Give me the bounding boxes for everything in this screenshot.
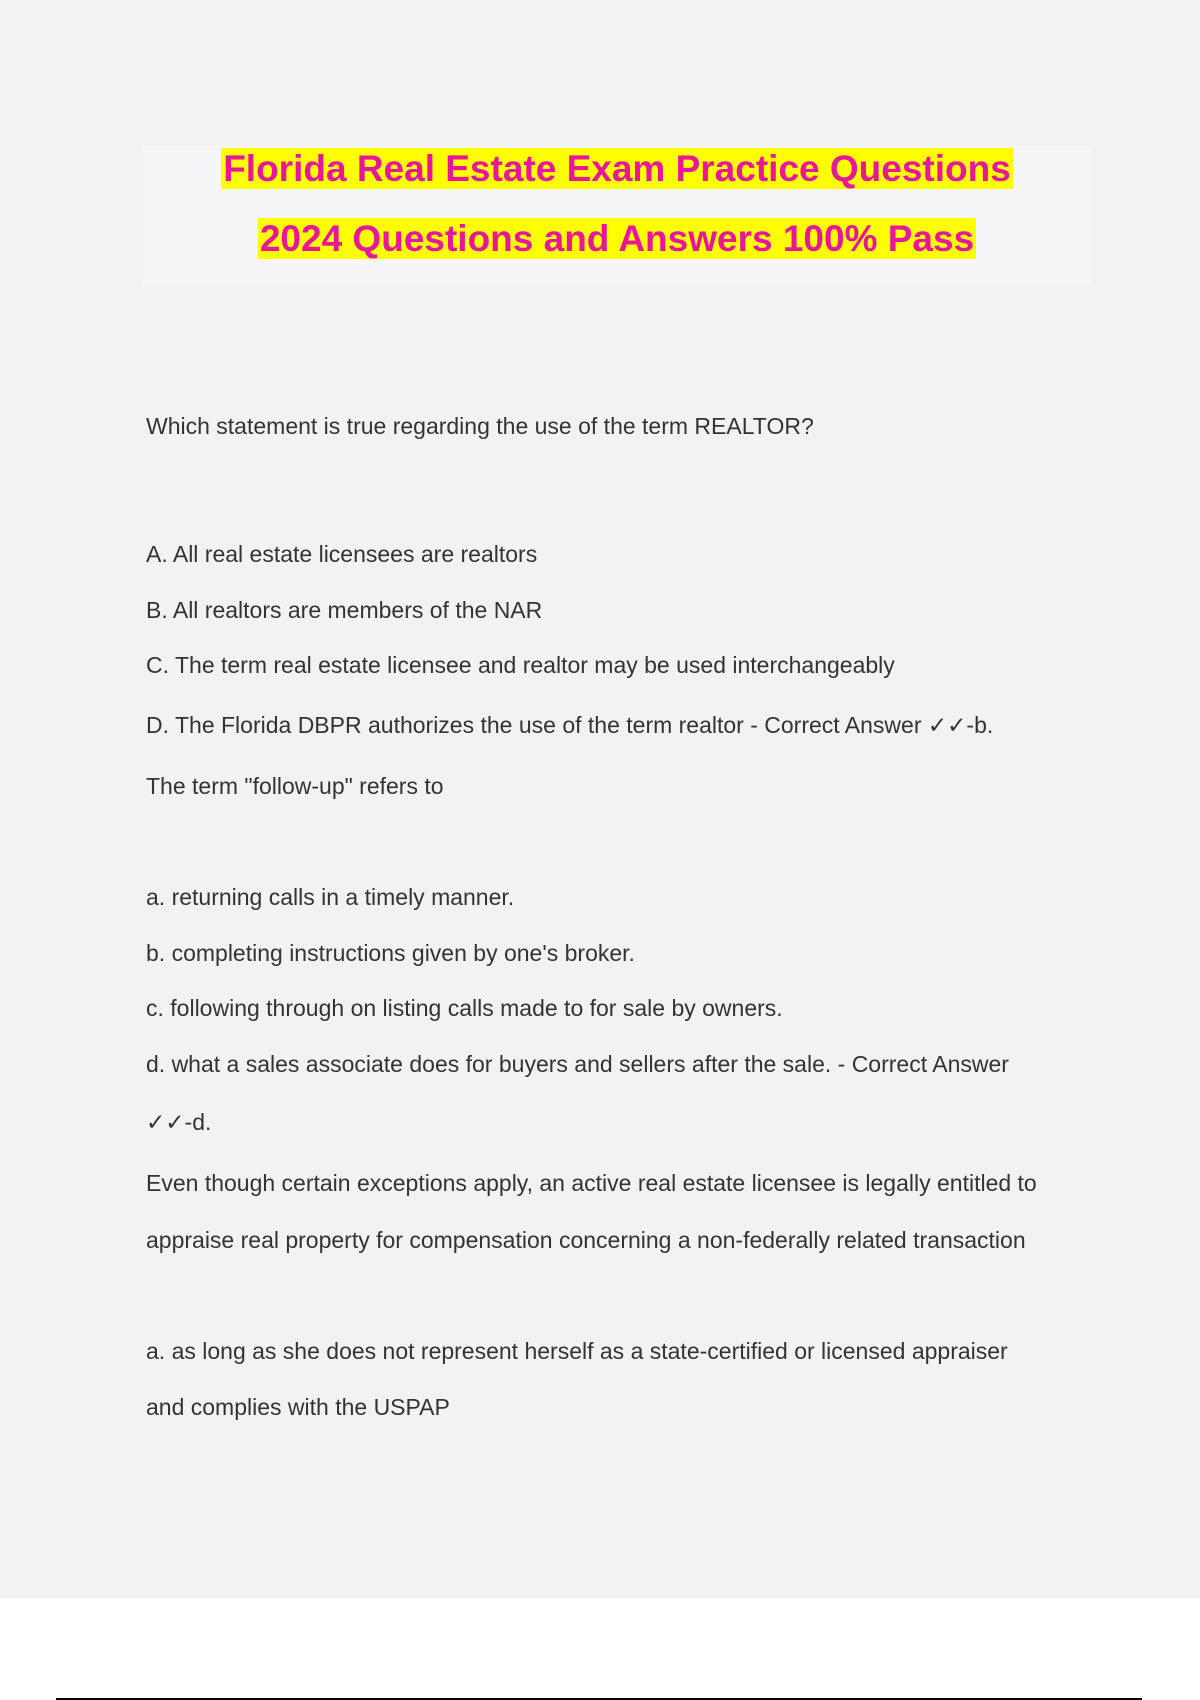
question-3-line-1: Even though certain exceptions apply, an active real estate licensee is legally entitled to xyxy=(146,1170,1037,1196)
title-line-2: 2024 Questions and Answers 100% Pass xyxy=(259,218,975,259)
q2-option-c: c. following through on listing calls made to for sale by owners. xyxy=(146,995,783,1021)
q2-option-b: b. completing instructions given by one's broker. xyxy=(146,940,635,966)
question-2: The term "follow-up" refers to xyxy=(146,773,444,799)
question-3-line-2: appraise real property for compensation concerning a non-federally related transaction xyxy=(146,1227,1026,1253)
q1-option-b: B. All realtors are members of the NAR xyxy=(146,597,543,623)
q3-option-a-line-1: a. as long as she does not represent herself as a state-certified or licensed appraiser xyxy=(146,1338,1008,1364)
q2-option-a: a. returning calls in a timely manner. xyxy=(146,884,515,910)
q1-option-d-answer: D. The Florida DBPR authorizes the use of the term realtor - Correct Answer ✓✓-b. xyxy=(146,712,994,738)
title-line-1: Florida Real Estate Exam Practice Questions xyxy=(223,148,1011,189)
q1-option-a: A. All real estate licensees are realtors xyxy=(146,541,538,567)
q2-answer: ✓✓-d. xyxy=(146,1109,212,1135)
question-1: Which statement is true regarding the use of the term REALTOR? xyxy=(146,413,814,439)
document-title xyxy=(143,146,1091,284)
q2-option-d: d. what a sales associate does for buyers and sellers after the sale. - Correct Answer xyxy=(146,1051,1009,1077)
q1-option-c: C. The term real estate licensee and realtor may be used interchangeably xyxy=(146,652,895,678)
q3-option-a-line-2: and complies with the USPAP xyxy=(146,1394,450,1420)
